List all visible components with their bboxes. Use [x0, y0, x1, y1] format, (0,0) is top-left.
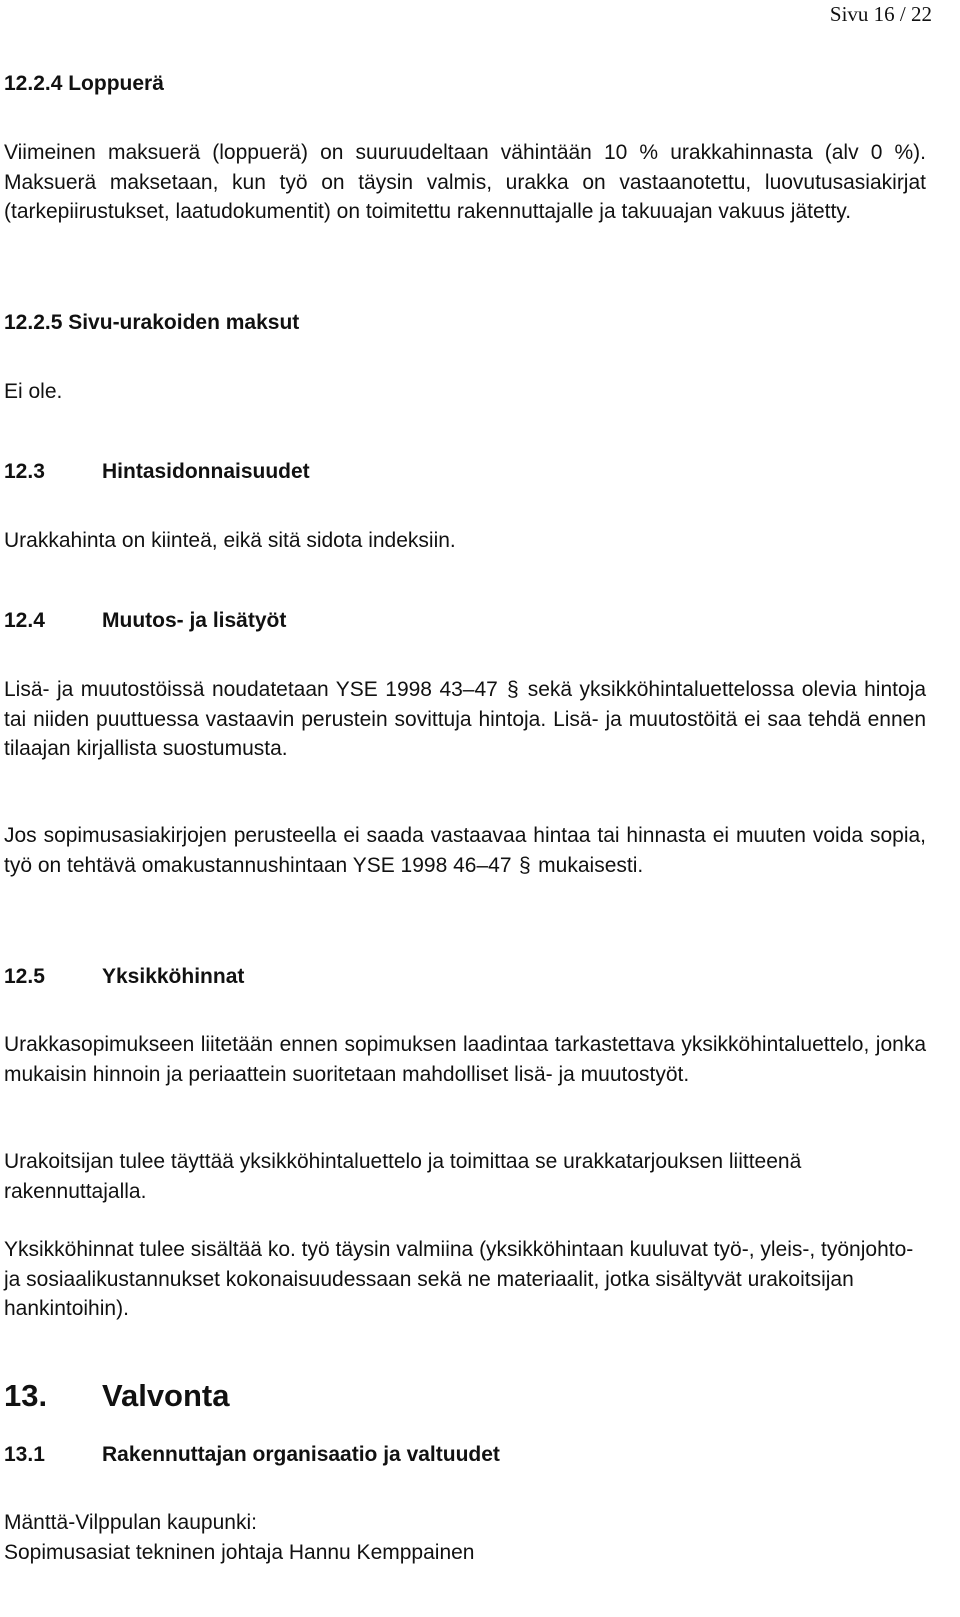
paragraph-loppuera: Viimeinen maksuerä (loppuerä) on suuruudeltaan vähintään 10 % urakkahinnasta (alv 0 %). Maksuerä maksetaan, kun työ on täysin valmis, urakka on vastaanotettu, luovutusasiakirjat (tarkepiirustukset, laatudokumentit) on toimitettu rakennuttajalle ja takuuajan vakuus jätetty.: [4, 141, 926, 223]
section-heading-13-1: [4, 1443, 500, 1467]
text-run: mukaisesti.: [532, 853, 644, 877]
section-symbol: §: [519, 853, 531, 877]
section-number: 13.1: [4, 1443, 45, 1466]
section-heading-12-4: [4, 609, 286, 633]
section-symbol: §: [506, 678, 519, 701]
page-number: Sivu 16 / 22: [829, 2, 932, 26]
text-run: Lisä- ja muutostöissä noudatetaan YSE 1998 43–47: [4, 678, 506, 701]
text-run: sekä yksikköhintaluettelossa olevia hintoja tai niiden puuttuessa vastaavin perustein sovittuja hintoja. Lisä- ja muutostöitä ei saa tehdä ennen tilaajan kirjallista suostumusta.: [4, 678, 926, 760]
paragraph-sivu-urakat: Ei ole.: [4, 380, 63, 403]
section-title: Hintasidonnaisuudet: [102, 460, 310, 483]
paragraph-yksikkohinnat-2: Urakoitsijan tulee täyttää yksikköhintaluettelo ja toimittaa se urakkatarjouksen liitteenä rakennuttajalla.: [4, 1150, 802, 1203]
paragraph-yksikkohinnat-1: Urakkasopimukseen liitetään ennen sopimuksen laadintaa tarkastettava yksikköhintaluettelo, jonka mukaisin hinnoin ja periaattein suoritetaan mahdolliset lisä- ja muutostyöt.: [4, 1033, 926, 1086]
section-heading-12-5: [4, 965, 244, 989]
section-number: 12.3: [4, 460, 45, 483]
chapter-title: Valvonta: [102, 1378, 230, 1413]
section-title: Yksikköhinnat: [102, 965, 245, 988]
section-number: 12.5: [4, 965, 45, 988]
text-run: Jos sopimusasiakirjojen perusteella ei saada vastaavaa hintaa tai hinnasta ei muuten voida sopia, työ on tehtävä omakustannushintaan YSE 1998 46–47: [4, 824, 926, 877]
section-heading-12-2-5: 12.2.5 Sivu-urakoiden maksut: [4, 311, 300, 334]
contact-person: Sopimusasiat tekninen johtaja Hannu Kemppainen: [4, 1541, 475, 1564]
section-title: Rakennuttajan organisaatio ja valtuudet: [102, 1443, 500, 1466]
chapter-number: 13.: [4, 1378, 48, 1413]
section-title: Muutos- ja lisätyöt: [102, 609, 287, 632]
paragraph-muutostyot-1: [4, 675, 926, 764]
section-heading-12-3: [4, 460, 310, 484]
paragraph-yksikkohinnat-3: Yksikköhinnat tulee sisältää ko. työ täysin valmiina (yksikköhintaan kuuluvat työ-, yleis-, työnjohto- ja sosiaalikustannukset kokonaisuudessaan sekä ne materiaalit, jotka sisältyvät urakoitsijan hankintoihin).: [4, 1238, 914, 1320]
organisation-name: Mänttä-Vilppulan kaupunki:: [4, 1511, 257, 1534]
chapter-heading-13: [4, 1378, 230, 1414]
paragraph-muutostyot-2: [4, 821, 926, 880]
section-number: 12.4: [4, 609, 45, 632]
paragraph-hintasidonnaisuudet: Urakkahinta on kiinteä, eikä sitä sidota indeksiin.: [4, 529, 456, 552]
section-heading-12-2-4: 12.2.4 Loppuerä: [4, 72, 164, 95]
